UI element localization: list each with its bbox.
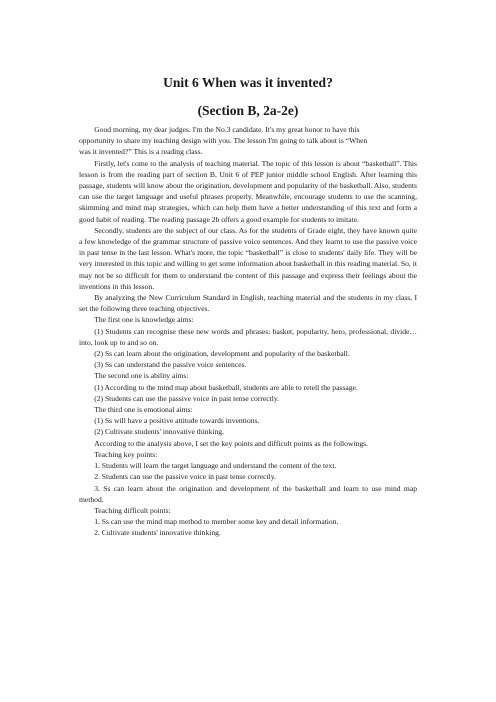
key-points-intro: According to the analysis above, I set the key points and difficult points as the followings. — [94, 438, 369, 448]
key-point-1: 1. Students will learn the target language and understand the content of the text. — [94, 461, 337, 471]
emotional-aim-1: (1) Ss will have a positive attitude towards inventions. — [94, 416, 260, 426]
key-points-heading: Teaching key points: — [94, 449, 158, 459]
intro-line-3: was it invented?” This is a reading class. — [79, 147, 203, 157]
key-point-2: 2. Students can use the passive voice in past tense correctly. — [94, 472, 276, 482]
material-analysis-paragraph: Firstly, let's come to the analysis of teaching material. The topic of this lesson is about “basketball”. This lesson is from the reading part of section B, Unit 6 of PEP junior middle school English. After learning this passage, students will know about the origination, development and popularity of the basketball. Also, students can use the target language and useful phrases properly. Meanwhile, encourage students to use the scanning, skimming and mind map strategies, which can help them have a better understanding of this text and form a good habit of reading. The reading passage 2b offers a good example for students to imitate. — [79, 158, 417, 224]
objectives-intro-paragraph: By analyzing the New Curriculum Standard in English, teaching material and the students in my class, I set the following three teaching objectives. — [79, 293, 417, 314]
difficult-point-1: 1. Ss can use the mind map method to member some key and detail information. — [94, 517, 339, 527]
ability-aims-heading: The second one is ability aims: — [94, 371, 189, 381]
intro-line-1: Good morning, my dear judges. I'm the No.3 candidate. It's my great honor to have this — [94, 125, 360, 134]
emotional-aims-heading: The third one is emotional aims: — [94, 405, 193, 415]
document-title: Unit 6 When was it invented? — [163, 75, 333, 90]
students-analysis-paragraph: Secondly, students are the subject of our class. As for the students of Grade eight, they have known quite a few knowledge of the grammar structure of passive voice sentences. And they learnt to use the passive voice in past tense in the last lesson. What's more, the topic “basketball” is close to students' daily life. They will be very interested in this topic and willing to get some information about basketball in this reading material. So, it may not be so difficult for them to understand the content of this passage and express their feelings about the inventions in this lesson. — [79, 225, 417, 291]
knowledge-aim-1: (1) Students can recognise these new words and phrases: basket, popularity, hero, professional, divide…into, look up to and so on. — [79, 326, 417, 347]
knowledge-aim-3: (3) Ss can understand the passive voice sentences. — [94, 360, 247, 370]
intro-line-2: opportunity to share my teaching design with you. The lesson I'm going to talk about is “When — [79, 136, 368, 146]
knowledge-aims-heading: The first one is knowledge aims: — [94, 315, 194, 325]
key-point-3: 3. Ss can learn about the origination and development of the basketball and learn to use mind map method. — [79, 483, 417, 504]
document-subtitle: (Section B, 2a-2e) — [197, 103, 299, 118]
ability-aim-2: (2) Students can use the passive voice in past tense correctly. — [94, 393, 280, 403]
difficult-point-2: 2. Cultivate students' innovative thinking. — [94, 528, 221, 538]
knowledge-aim-2: (2) Ss can learn about the origination, development and popularity of the basketball. — [94, 349, 350, 359]
emotional-aim-2: (2) Cultivate students' innovative thinking. — [94, 427, 225, 437]
ability-aim-1: (1) According to the mind map about basketball, students are able to retell the passage. — [94, 382, 358, 392]
difficult-points-heading: Teaching difficult points: — [94, 505, 171, 515]
